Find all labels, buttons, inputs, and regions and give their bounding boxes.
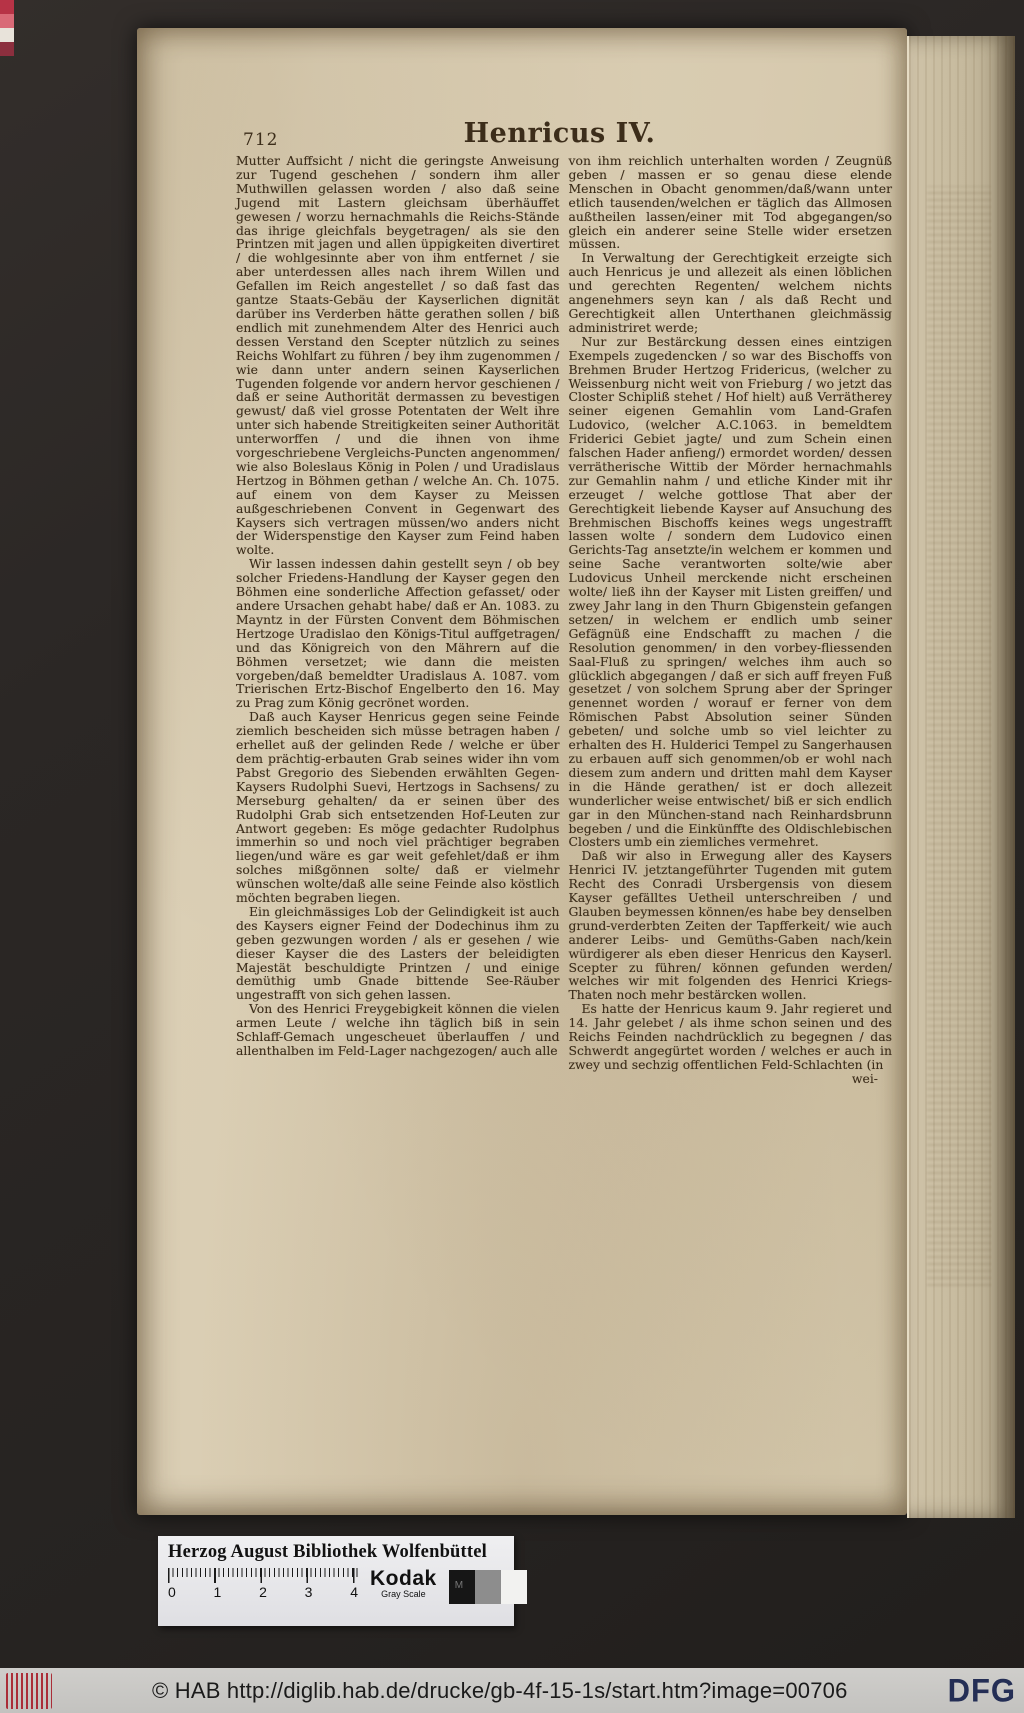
- paragraph: Daß auch Kayser Henricus gegen seine Feinde ziemlich bescheiden sich müsse betragen haben / erhellet auß der gelinden Rede / welche er über dem prächtig-erbauten Grab seines wider ihn vom Pabst Gregorio des Siebenden erwählten Gegen-Kaysers Rudolphi Suevi, Hertzogs in Sachsens/ zu Merseburg gehalten/ da er seinen über des Rudolphi Grab sich entsetzenden Hof-Leuten zur Antwort gegeben: Es möge gedachter Rudolphus immerhin so und noch viel prächtiger begraben liegen/und wäre es gar weit gefehlet/daß er ihm solches mißgönnen solte/ daß er vielmehr wünschen wolte/daß alle seine Feinde also köstlich möchten begraben liegen.: [236, 709, 560, 906]
- ruler-numbers: [168, 1584, 358, 1600]
- color-calibration-strip: [0, 0, 14, 56]
- paragraph: von ihm reichlich unterhalten worden / Zeugnüß geben / massen er so genau diese elende Menschen in Obacht genommen/daß/wann unter etlich tausenden/welchen er täglich das Allmosen außtheilen lassen/einer mit Tod abgegangen/so gleich ein anderer seine Stelle wider ersetzen müssen.: [568, 153, 892, 252]
- gray-scale-patches: [449, 1570, 527, 1604]
- ruler-number: 0: [168, 1584, 176, 1600]
- ruler-number: 3: [304, 1584, 313, 1600]
- library-label: [158, 1536, 514, 1626]
- gray-scale-caption: Gray Scale: [381, 1589, 426, 1599]
- library-name: Herzog August Bibliothek Wolfenbüttel: [168, 1542, 488, 1562]
- paragraph: Es hatte der Henricus kaum 9. Jahr regieret und 14. Jahr gelebet / als ihme schon seinen und des Reichs Feinden nachdrücklich zu begegnen / das Schwerdt angegürtet worden / welches er auch in zwey und sechzig offentlichen Feld-Schlachten (in: [568, 1001, 892, 1072]
- running-title: Henricus IV.: [463, 118, 656, 149]
- paragraph: Von des Henrici Freygebigkeit können die vielen armen Leute / welche ihn täglich biß in sein Schlaff-Gemach ungescheuet überlauffen / und allenthalben im Feld-Lager nachgezogen/ auch alle: [236, 1001, 560, 1058]
- source-credit-url: © HAB http://diglib.hab.de/drucke/gb-4f-15-1s/start.htm?image=00706: [152, 1677, 848, 1703]
- paragraph: Ein gleichmässiges Lob der Gelindigkeit ist auch des Kaysers eigner Feind der Dodechinus ihm zu geben gezwungen worden / als er gesehen / wie dieser Kayser die des Lasters der beleidigten Majestät beschuldigte Printzen / und einige demüthig umb Gnade bittende See-Räuber ungestrafft von sich gehen lassen.: [236, 903, 560, 1003]
- ruler: [168, 1568, 358, 1600]
- black-patch: [449, 1570, 475, 1604]
- attribution-bar: [0, 1668, 1024, 1713]
- printed-text-block: [137, 28, 907, 1515]
- paragraph: Daß wir also in Erwegung aller des Kaysers Henrici IV. jetztangeführter Tugenden mit gutem Recht des Conradi Ursbergensis von diesem Kayser gefälltes Uetheil unterschreiben / und Glauben beymessen können/es habe bey denselben grund-verderbten Zeiten der Tapfferkeit/ wie auch anderer Leibs- und Gemüths-Gaben nach/kein würdigerer als eben dieser Henricus den Kayserl. Scepter zu führen/ können gefunden werden/ welches wir mit folgenden des Henrici Kriegs-Thaten noch mehr bestärcken wollen.: [568, 848, 892, 1003]
- catchword: wei-: [851, 1070, 878, 1086]
- left-column: [236, 154, 560, 1364]
- calibration-segment: [0, 0, 14, 14]
- page-number: 712: [243, 130, 279, 150]
- text-columns: [236, 154, 892, 1364]
- dfg-logo: DFG: [947, 1671, 1016, 1709]
- ruler-number: 1: [213, 1584, 222, 1600]
- red-calibration-mark: [6, 1673, 52, 1709]
- gray-patch: [475, 1570, 501, 1604]
- bleed-through-text: [927, 186, 991, 1286]
- paragraph: Nur zur Bestärckung dessen eines eintzigen Exempels zugedencken / so war des Bischoffs von Brehmen Bruder Hertzog Fridericus, (welcher zu Weissenburg nicht weit von Frieburg / wo jetzt das Closter Schipliß stehet / Hof hielt) auß Verrätherey seiner eigenen Gemahlin vom Land-Grafen Ludovico, (welcher A.C.1063. in bemeldtem Friderici Gebiet jagte/ und zum Schein einen falschen Hader anfieng/) ermordet worden/ dessen verrätherische Wittib der Mörder hernachmahls zur Gemahlin nahm / und etliche Kinder mit ihr erzeuget / welche gottlose That aber der Gerechtigkeit liebende Kayser auf Ansuchung des Brehmischen Bischoffs keines wegs ungestrafft lassen wolte / sondern dem Ludovico einen Gerichts-Tag ansetzte/in welchem er kommen und seine Sache verantworten solte/wie aber Ludovicus Unheil merckende nicht erscheinen wolte/ ließ ihn der Kayser mit Listen greiffen/ und zwey Jahr lang in den Thurn Gbigenstein gefangen setzen/ in welchem er endlich umb seiner Gefägnüß eine Endschafft zu machen / die Resolution genommen/ in den vorbey-fliessenden Saal-Fluß zu springen/ welches ihm auch so glücklich abgegangen / daß er sich auff freyen Fuß gesetzet / von solchem Sprung aber der Springer genennet worden / worauf er ferner von dem Römischen Pabst Absolution seiner Sünden gebeten/ und solche umb so viel leichter zu erhalten des H. Hulderici Tempel zu Sangerhausen zu erbauen auff sich genommen/ob er wohl nach diesem zum andern und dritten mahl dem Kayser in die Hände gerathen/ ist er doch allezeit wunderlicher weise entwischet/ biß er sich endlich gar in den München-stand nach Reinhardsbrunn begeben / und die Einkünffte des Oldischlebischen Closters umb ein ziemliches vermehret.: [568, 333, 892, 850]
- calibration-segment: [0, 14, 14, 28]
- paragraph: Mutter Auffsicht / nicht die geringste Anweisung zur Tugend geschehen / sondern ihm aller Muthwillen gelassen worden / also daß seine Jugend mit Lastern gleichsam überhäuffet gewesen / worzu hernachmahls die Reichs-Stände das ihrige gleichfals beygetragen/ als sie den Printzen mit jagen und allen üppigkeiten divertiret / die wohlgesinnte aber von ihm entfernet / sie aber unterdessen alles nach ihrem Willen und Gefallen im Reich angestellet / so daß fast das gantze Staats-Gebäu der Kayserlichen dignität darüber ins Verderben hätte gerathen sollen / biß endlich mit zunehmendem Alter des Henrici auch dessen Verstand den Scepter nützlich zu seines Reichs Wohlfart zu führen / bey ihm zugenommen / wie dann unter andern seinen Kayserlichen Tugenden folgende vor andern hervor geschienen / daß er seine Authorität dermassen zu bevestigen gewust/ daß viel grosse Potentaten der Welt ihre unter sich habende Streitigkeiten seiner Authorität unterworffen / und die ihnen von ihme vorgeschriebene Vergleichs-Puncten angenommen/ wie also Boleslaus König in Polen / und Uradislaus Hertzog in Böhmen gethan / welche An. Ch. 1075. auf einem von dem Kayser zu Meissen außgeschriebenen Convent in Gegenwart des Kaysers sich vertragen müssen/wo anders nicht der Widerspenstige den Kayser zum Feind haben wolte.: [236, 153, 560, 558]
- ruler-number: 2: [259, 1584, 267, 1600]
- scale-row: [168, 1568, 504, 1604]
- ruler-number: 4: [350, 1584, 358, 1600]
- adjacent-page-fore-edge: [907, 36, 1015, 1518]
- calibration-segment: [0, 42, 14, 56]
- scanned-page: [137, 28, 907, 1515]
- paragraph: Wir lassen indessen dahin gestellt seyn / ob bey solcher Friedens-Handlung der Kayser gegen den Böhmen eine sonderliche Affection gefasset/ oder andere Ursachen gehabt habe/ daß er An. 1083. zu Mayntz in der Fürsten Convent dem Böhmischen Hertzoge Uradislao den Königs-Titul auffgetragen/ und das Königreich von den Mährern auf die Böhmen versetzet; wie dann die meisten vorgeben/daß bemeldter Uradislaus A. 1087. vom Trierischen Ertz-Bischof Engelberto den 16. May zu Prag zum König gecrönet worden.: [236, 556, 560, 711]
- calibration-segment: [0, 28, 14, 42]
- right-column: [569, 154, 893, 1364]
- paragraph: In Verwaltung der Gerechtigkeit erzeigte sich auch Henricus je und allezeit als einen löblichen und gerechten Regenten/ welchem nichts angenehmers seyn kan / als daß Recht und Gerechtigkeit allen Unterthanen gleichmässig administriret werde;: [568, 250, 892, 335]
- kodak-wordmark: Kodak: [370, 1567, 437, 1590]
- white-patch: [501, 1570, 527, 1604]
- kodak-gray-scale-label: [370, 1568, 437, 1599]
- ruler-ticks: [168, 1568, 358, 1583]
